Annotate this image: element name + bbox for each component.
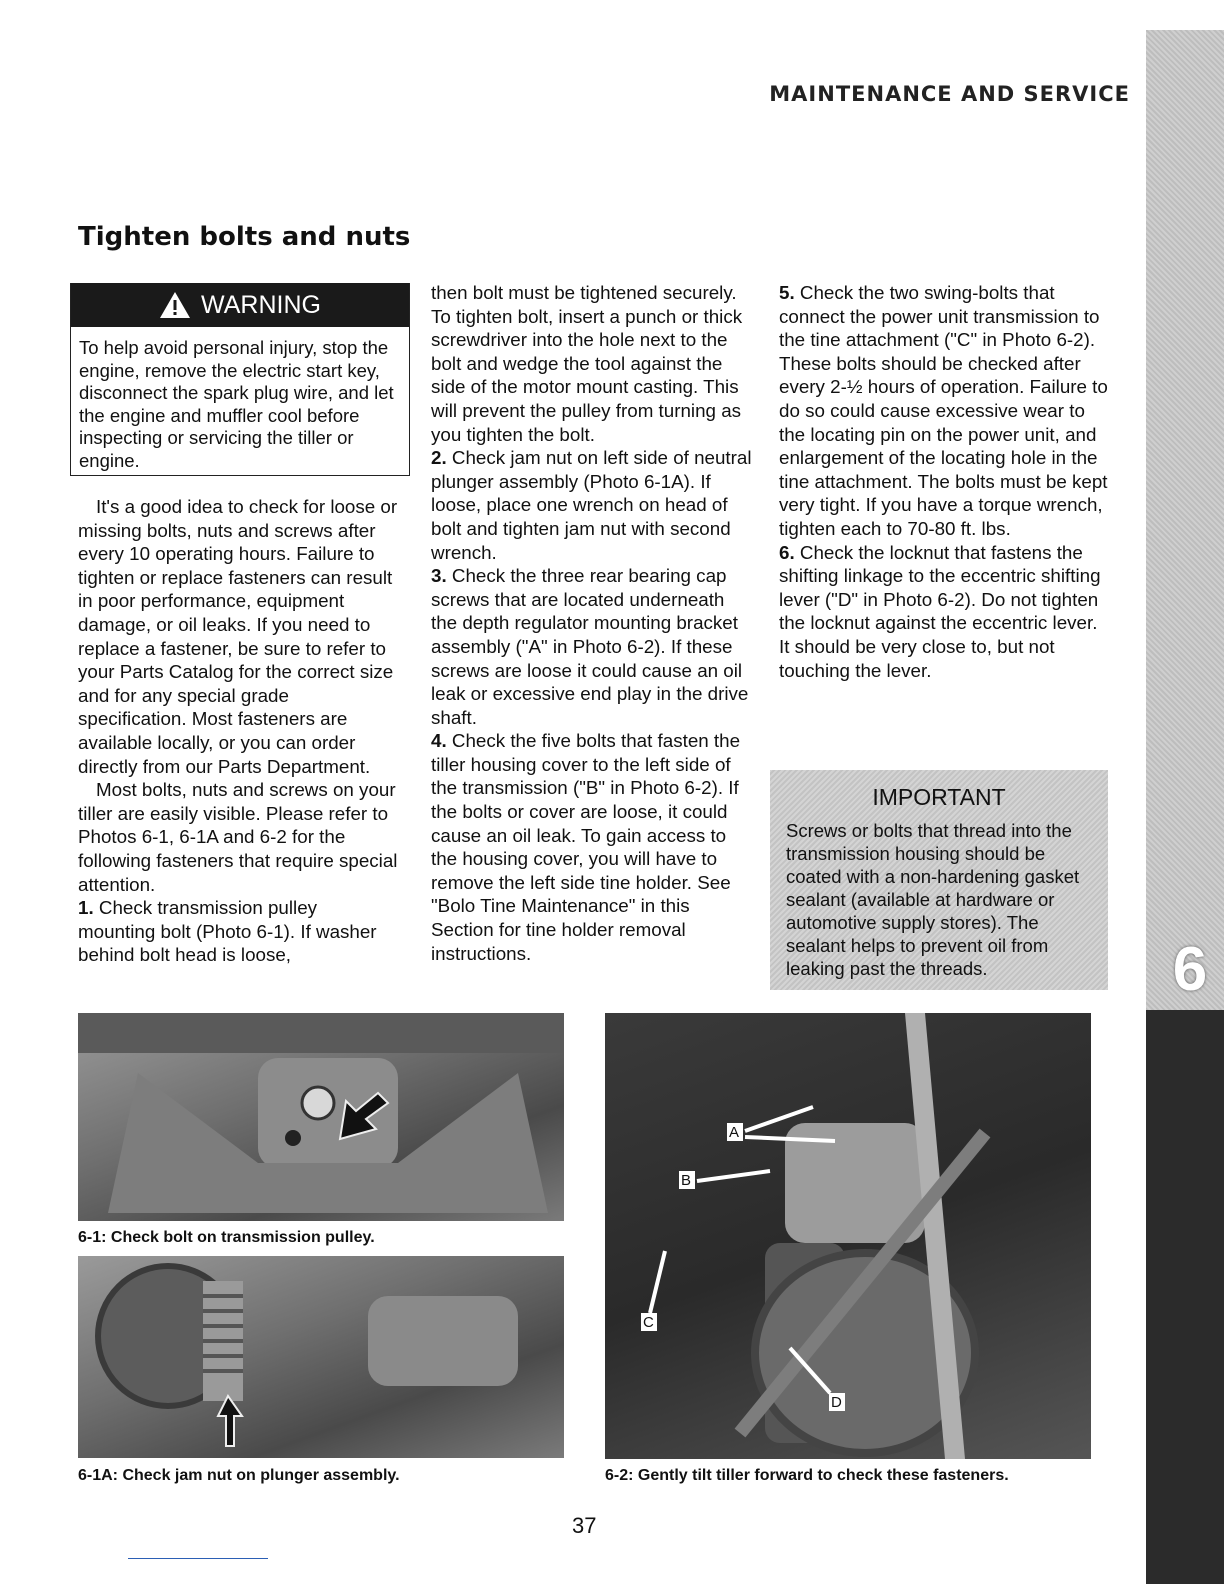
list-item: [779, 541, 1109, 683]
list-item: [78, 896, 398, 967]
label-c: C: [643, 1314, 654, 1331]
item-text: Check the two swing-bolts that connect the power unit transmission to the tine attachment ("C" in Photo 6-2). These bolts should be checked after every 2-½ hours of operation. Failure to do so could cause excessive wear to the locating pin on the power unit, and enlargement of the locating hole in the tine attachment. The bolts must be kept very tight. If you have a torque wrench, tighten each to 70-80 ft. lbs.: [779, 282, 1108, 539]
label-b: B: [681, 1172, 692, 1189]
warning-box: [70, 283, 410, 476]
warning-heading-label: WARNING: [201, 290, 321, 319]
photo-caption: 6-2: Gently tilt tiller forward to check these fasteners.: [605, 1467, 1009, 1484]
item-text: Check the five bolts that fasten the tiller housing cover to the left side of the transmission ("B" in Photo 6-2). If the bolts or cover are loose, it could cause an oil leak. To gain access to the housing cover, you will have to remove the left side tine holder. See "Bolo Tine Maintenance" in this Section for tine holder removal instructions.: [431, 730, 741, 964]
warning-triangle-icon: [159, 291, 191, 319]
page-number: 37: [572, 1513, 597, 1538]
transmission-pulley-photo: [78, 1013, 564, 1221]
item-number: 5.: [779, 282, 795, 303]
item-number: 4.: [431, 730, 447, 752]
list-item: [779, 281, 1109, 541]
list-item: [431, 446, 753, 564]
warning-text: To help avoid personal injury, stop the engine, remove the electric start key, disconnect the spark plug wire, and let the engine and muffler cool before inspecting or servicing the tiller or engine.: [79, 337, 394, 471]
warning-heading: [71, 283, 409, 327]
section-header: MAINTENANCE AND SERVICE: [769, 82, 1130, 106]
label-a: A: [729, 1124, 740, 1141]
tiller-fasteners-photo: [605, 1013, 1091, 1459]
item-number: 6.: [779, 541, 795, 563]
item-text: Check the three rear bearing cap screws that are located underneath the depth regulator mounting bracket assembly ("A" in Photo 6-2). If these screws are loose it could cause an oil leak or excessive end play in the drive shaft.: [431, 565, 749, 728]
important-text: Screws or bolts that thread into the transmission housing should be coated with a non-hardening gasket sealant (available at hardware or automotive supply stores). The sealant helps to prevent oil from leaking past the threads.: [786, 820, 1080, 979]
column-3: [779, 281, 1109, 682]
photo-6-2: [605, 1013, 1091, 1459]
plunger-assembly-photo: [78, 1256, 564, 1458]
side-tab-dark: [1146, 1010, 1224, 1584]
item-text: Check transmission pulley mounting bolt (Photo 6-1). If washer behind bolt head is loose,: [78, 897, 377, 966]
photo-caption: 6-1: Check bolt on transmission pulley.: [78, 1229, 375, 1246]
paragraph: Most bolts, nuts and screws on your tiller are easily visible. Please refer to Photos 6-1, 6-1A and 6-2 for the following fasteners that require special attention.: [78, 779, 398, 895]
photo-6-1: [78, 1013, 564, 1221]
section-tab-number: 6: [1172, 935, 1208, 1004]
item-text: Check jam nut on left side of neutral plunger assembly (Photo 6-1A). If loose, place one wrench on head of bolt and tighten jam nut with second wrench.: [431, 447, 752, 563]
column-2: [431, 281, 753, 965]
photo-caption: 6-1A: Check jam nut on plunger assembly.: [78, 1467, 400, 1484]
footer-divider: [128, 1558, 268, 1559]
item-number: 2.: [431, 447, 447, 469]
item-text: Check the locknut that fastens the shifting linkage to the eccentric shifting lever ("D" in Photo 6-2). Do not tighten the locknut against the eccentric lever. It should be very close to, but not touching the lever.: [779, 541, 1101, 681]
important-box: [770, 770, 1108, 990]
important-heading: IMPORTANT: [872, 784, 1006, 810]
list-item: [431, 564, 753, 729]
paragraph: It's a good idea to check for loose or missing bolts, nuts and screws after every 10 operating hours. Failure to tighten or replace fasteners can result in poor performance, equipment damage, or oil leaks. If you need to replace a fastener, be sure to refer to your Parts Catalog for the correct size and for any special grade specification. Most fasteners are available locally, or you can order directly from our Parts Department.: [78, 496, 398, 777]
paragraph: then bolt must be tightened securely. To tighten bolt, insert a punch or thick screwdriver into the hole next to the bolt and wedge the tool against the side of the motor mount casting. This will prevent the pulley from turning as you tighten the bolt.: [431, 282, 743, 445]
item-number: 3.: [431, 565, 447, 587]
item-number: 1.: [78, 897, 94, 919]
photo-6-1a: [78, 1256, 564, 1458]
list-item: [431, 729, 753, 965]
column-1: [78, 495, 398, 967]
label-d: D: [831, 1394, 842, 1411]
page-title: Tighten bolts and nuts: [78, 222, 411, 252]
